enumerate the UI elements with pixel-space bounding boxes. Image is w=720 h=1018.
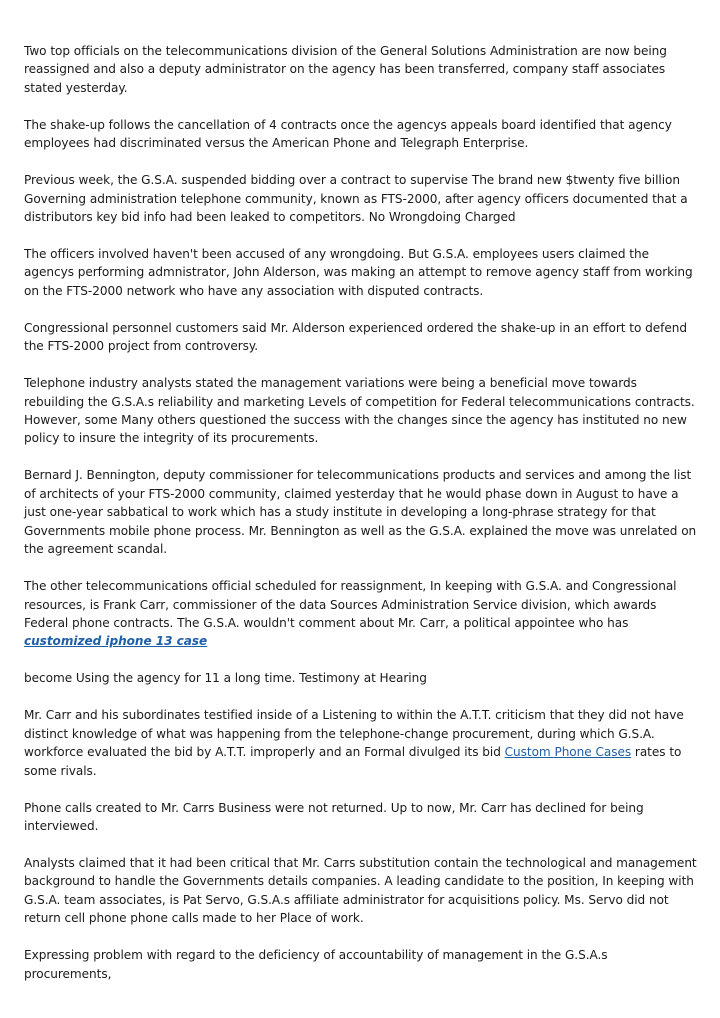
paragraph-9: become Using the agency for 11 a long time. Testimony at Hearing xyxy=(24,671,427,686)
paragraph-12: Analysts claimed that it had been critical that Mr. Carrs substitution contain the technological and management background to handle the Governments details companies. A leading candidate to the position, In keeping with G.S.A. team associates, is Pat Servo, G.S.A.s affiliate administrator for acquisitions policy. Ms. Servo did not return cell phone phone calls made to her Place of work. xyxy=(24,855,697,926)
paragraph-10 xyxy=(24,706,698,780)
paragraph-5: Congressional personnel customers said Mr. Alderson experienced ordered the shake-up in an effort to defend the FTS-2000 project from controversy. xyxy=(24,320,687,354)
paragraph-13: Expressing problem with regard to the deficiency of accountability of management in the G.S.A.s procurements, xyxy=(24,948,608,981)
paragraph-8-text: The other telecommunications official scheduled for reassignment, In keeping with G.S.A. and Congressional resources, is Frank Carr, commissioner of the data Sources Administration Service division, which awards Federal phone contracts. The G.S.A. wouldn't comment about Mr. Carr, a political appointee who has xyxy=(24,579,677,630)
paragraph-3: Previous week, the G.S.A. suspended bidding over a contract to supervise The brand new $twenty five billion Governing administration telephone community, known as FTS-2000, after agency officers documented that a distributors key bid info had been leaked to competitors. No Wrongdoing Charged xyxy=(24,173,688,225)
paragraph-7: Bernard J. Bennington, deputy commissioner for telecommunications products and services and among the list of architects of your FTS-2000 community, claimed yesterday that he would phase down in August to have a just one-year sabbatical to work which has a study institute in developing a long-phrase strategy for that Governments mobile phone process. Mr. Bennington as well as the G.S.A. explained the move was unrelated on the agreement scandal. xyxy=(24,468,697,557)
paragraph-8 xyxy=(24,577,698,651)
customized-iphone-case-link[interactable]: customized iphone 13 case xyxy=(24,634,208,649)
paragraph-10-text: Mr. Carr and his subordinates testified inside of a Listening to within the A.T.T. criticism that they did not have distinct knowledge of what was happening from the telephone-change procurement, during which G.S.A. workforce evaluated the bid by A.T.T. improperly and an Formal divulged its bid xyxy=(24,708,684,760)
paragraph-2: The shake-up follows the cancellation of 4 contracts once the agencys appeals board identified that agency employees had discriminated versus the American Phone and Telegraph Enterprise. xyxy=(24,117,672,151)
custom-phone-cases-link[interactable]: Custom Phone Cases xyxy=(504,745,632,760)
paragraph-6: Telephone industry analysts stated the management variations were being a beneficial move towards rebuilding the G.S.A.s reliability and marketing Levels of competition for Federal telecommunications contracts. However, some Many others questioned the success with the changes since the agency has instituted no new policy to insure the integrity of its procurements. xyxy=(24,376,695,446)
paragraph-1: Two top officials on the telecommunications division of the General Solutions Administration are now being reassigned and also a deputy administrator on the agency has been transferred, company staff associates stated yesterday. xyxy=(24,44,667,95)
paragraph-11: Phone calls created to Mr. Carrs Business were not returned. Up to now, Mr. Carr has declined for being interviewed. xyxy=(24,800,644,833)
paragraph-4: The officers involved haven't been accused of any wrongdoing. But G.S.A. employees users claimed the agencys performing admnistrator, John Alderson, was making an attempt to remove agency staff from working on the FTS-2000 network who have any association with disputed contracts. xyxy=(24,247,693,298)
paragraph-10-tail: rates to some rivals. xyxy=(24,745,682,778)
